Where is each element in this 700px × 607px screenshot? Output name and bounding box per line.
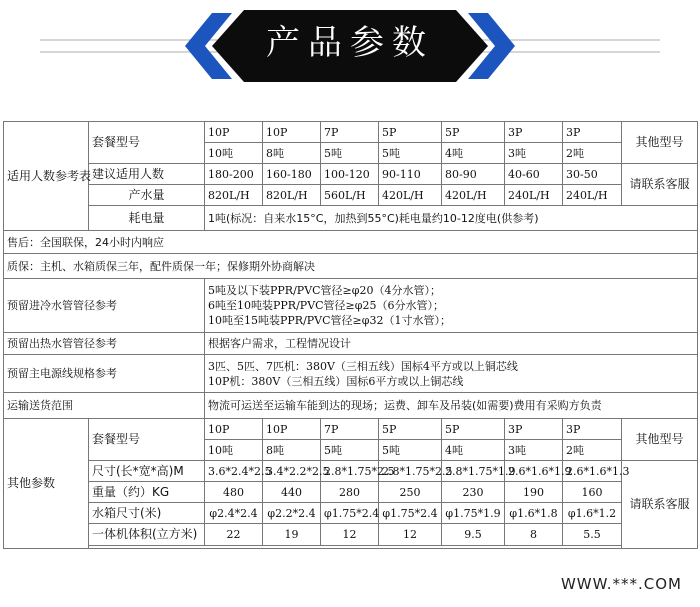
s2-other-model: 其他型号 — [622, 419, 698, 461]
cable-label: 预留主电源线规格参考 — [4, 355, 205, 393]
users-label: 建议适用人数 — [89, 164, 205, 185]
s1-ton-cell: 2吨 — [563, 143, 622, 164]
users-cell: 160-180 — [263, 164, 321, 185]
users-cell: 80-90 — [442, 164, 505, 185]
tank-cell: φ2.2*2.4 — [263, 503, 321, 524]
tank-label: 水箱尺寸(米) — [89, 503, 205, 524]
weight-cell: 280 — [321, 482, 379, 503]
warranty-note: 质保：主机、水箱质保三年，配件质保一年；保修期外协商解决 — [4, 254, 698, 279]
s2-model-cell: 5P — [442, 419, 505, 440]
tank-cell: φ1.75*2.4 — [379, 503, 442, 524]
after-sales-note: 售后：全国联保，24小时内响应 — [4, 231, 698, 254]
s2-ton-cell: 3吨 — [505, 440, 563, 461]
tank-cell: φ1.6*1.2 — [563, 503, 622, 524]
weight-label: 重量（约）KG — [89, 482, 205, 503]
volume-cell: 9.5 — [442, 524, 505, 546]
s1-model-cell: 3P — [563, 122, 622, 143]
s1-other-model: 其他型号 — [622, 122, 698, 164]
s1-model-cell: 5P — [442, 122, 505, 143]
water-cell: 240L/H — [505, 185, 563, 206]
cable-line: 10P机：380V（三相五线）国标6平方或以上铜芯线 — [208, 374, 464, 388]
water-cell: 560L/H — [321, 185, 379, 206]
s1-ton-cell: 5吨 — [379, 143, 442, 164]
s1-model-cell: 10P — [263, 122, 321, 143]
s1-contact: 请联系客服 — [622, 164, 698, 206]
water-cell: 420L/H — [442, 185, 505, 206]
volume-cell: 19 — [263, 524, 321, 546]
inlet-line: 5吨及以下装PPR/PVC管径≥φ20（4分水管）； — [208, 284, 441, 297]
cable-line: 3匹、5匹、7匹机：380V（三相五线）国标4平方或以上铜芯线 — [208, 359, 518, 373]
section2-label: 其他参数 — [4, 419, 89, 549]
s1-ton-cell: 5吨 — [321, 143, 379, 164]
weight-cell: 250 — [379, 482, 442, 503]
outlet-text: 根据客户需求，工程情况设计 — [205, 333, 698, 355]
weight-cell: 160 — [563, 482, 622, 503]
weight-cell: 480 — [205, 482, 263, 503]
size-label: 尺寸(长*宽*高)M — [89, 461, 205, 482]
s1-model-cell: 7P — [321, 122, 379, 143]
s1-model-cell: 5P — [379, 122, 442, 143]
size-cell: 2.6*1.6*1.9 — [505, 461, 563, 482]
power-text: 1吨(标况：自来水15°C，加热到55°C)耗电量约10-12度电(供参考) — [205, 206, 698, 231]
power-label: 耗电量 — [89, 206, 205, 231]
s2-ton-cell: 8吨 — [263, 440, 321, 461]
s2-ton-cell: 10吨 — [205, 440, 263, 461]
water-cell: 240L/H — [563, 185, 622, 206]
inlet-line: 6吨至10吨装PPR/PVC管径≥φ25（6分水管）； — [208, 299, 444, 312]
title-banner — [0, 0, 700, 120]
users-cell: 90-110 — [379, 164, 442, 185]
inlet-line: 10吨至15吨装PPR/PVC管径≥φ32（1寸水管）； — [208, 314, 451, 327]
weight-cell: 440 — [263, 482, 321, 503]
s2-ton-cell: 4吨 — [442, 440, 505, 461]
weight-cell: 190 — [505, 482, 563, 503]
s1-model-cell: 10P — [205, 122, 263, 143]
volume-cell: 12 — [379, 524, 442, 546]
s2-ton-cell: 2吨 — [563, 440, 622, 461]
watermark: WWW.***.COM — [560, 575, 682, 593]
size-cell: 3.4*2.2*2.5 — [263, 461, 321, 482]
cable-spec — [205, 355, 698, 393]
users-cell: 180-200 — [205, 164, 263, 185]
volume-cell: 22 — [205, 524, 263, 546]
s2-model-cell: 3P — [505, 419, 563, 440]
s1-model-cell: 3P — [505, 122, 563, 143]
s2-ton-cell: 5吨 — [321, 440, 379, 461]
s1-ton-cell: 4吨 — [442, 143, 505, 164]
size-cell: 2.8*1.75*2.5 — [379, 461, 442, 482]
volume-label: 一体机体积(立方米) — [89, 524, 205, 546]
transport-text: 物流可运送至运输车能到达的现场；运费、卸车及吊装(如需要)费用有采购方负责 — [205, 393, 698, 419]
transport-label: 运输送货范围 — [4, 393, 205, 419]
size-cell: 2.8*1.75*2.5 — [321, 461, 379, 482]
s2-model-cell: 5P — [379, 419, 442, 440]
volume-cell: 8 — [505, 524, 563, 546]
section1-package-label: 套餐型号 — [89, 122, 205, 164]
users-cell: 100-120 — [321, 164, 379, 185]
inlet-label: 预留进冷水管管径参考 — [4, 279, 205, 333]
s1-ton-cell: 3吨 — [505, 143, 563, 164]
page-title: 产品参数 — [266, 23, 434, 63]
tank-cell: φ1.75*1.9 — [442, 503, 505, 524]
water-cell: 420L/H — [379, 185, 442, 206]
spec-table — [3, 121, 698, 549]
section1-label: 适用人数参考表 — [4, 122, 89, 231]
size-cell: 2.8*1.75*1.9 — [442, 461, 505, 482]
users-cell: 40-60 — [505, 164, 563, 185]
size-cell: 3.6*2.4*2.5 — [205, 461, 263, 482]
tank-cell: φ1.6*1.8 — [505, 503, 563, 524]
weight-cell: 230 — [442, 482, 505, 503]
s2-model-cell: 10P — [263, 419, 321, 440]
water-cell: 820L/H — [263, 185, 321, 206]
s2-model-cell: 3P — [563, 419, 622, 440]
volume-cell: 12 — [321, 524, 379, 546]
users-cell: 30-50 — [563, 164, 622, 185]
s2-model-cell: 7P — [321, 419, 379, 440]
water-label: 产水量 — [89, 185, 205, 206]
water-cell: 820L/H — [205, 185, 263, 206]
inlet-spec — [205, 279, 698, 333]
size-cell: 2.6*1.6*1.3 — [563, 461, 622, 482]
tank-cell: φ2.4*2.4 — [205, 503, 263, 524]
tank-cell: φ1.75*2.4 — [321, 503, 379, 524]
section2-package-label: 套餐型号 — [89, 419, 205, 461]
s1-ton-cell: 10吨 — [205, 143, 263, 164]
volume-cell: 5.5 — [563, 524, 622, 546]
s2-contact: 请联系客服 — [622, 461, 698, 549]
s2-ton-cell: 5吨 — [379, 440, 442, 461]
s1-ton-cell: 8吨 — [263, 143, 321, 164]
outlet-label: 预留出热水管管径参考 — [4, 333, 205, 355]
s2-model-cell: 10P — [205, 419, 263, 440]
